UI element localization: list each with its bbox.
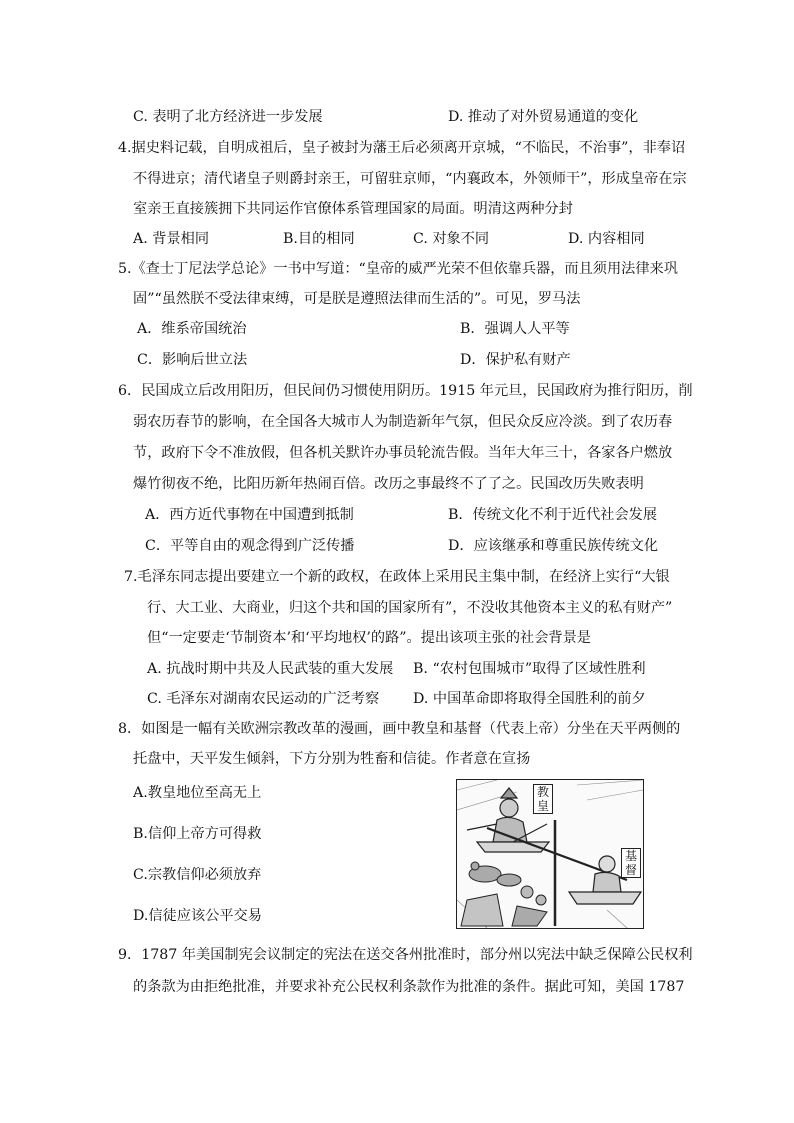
q6-stem-line-3: 节，政府下令不准放假，但各机关默许办事员轮流告假。当年大年三十，各家各户燃放 [133, 445, 673, 461]
q5-option-a: A．维系帝国统治 [137, 321, 247, 337]
animals-and-believers [461, 862, 547, 926]
q6-stem-line-2: 弱农历春节的影响，在全国各大城市人为制造新年气氛，但民众反应冷淡。到了农历春 [133, 414, 673, 430]
q4-option-d: D. 内容相同 [568, 231, 645, 247]
q5-option-b: B．强调人人平等 [460, 321, 570, 337]
q5-stem-line-1: 5.《查士丁尼法学总论》一书中写道：“皇帝的威严光荣不但依靠兵器，而且须用法律来巩 [118, 261, 678, 277]
christ-figure [593, 856, 621, 892]
q4-stem-line-1: 4.据史料记载，自明成祖后，皇子被封为藩王后必须离开京城，“不临民，不治事”，非奉诏 [118, 140, 686, 156]
q7-option-a: A. 抗战时期中共及人民武装的重大发展 [147, 661, 394, 677]
q3-option-d: D. 推动了对外贸易通道的变化 [448, 109, 639, 125]
q9-stem-line-2: 的条款为由拒绝批准，并要求补充公民权利条款作为批准的条件。据此可知，美国 1787 [133, 979, 685, 995]
q3-option-c: C. 表明了北方经济进一步发展 [133, 109, 323, 125]
right-scale-pan [569, 892, 641, 904]
q8-stem-line-2: 托盘中，天平发生倾斜，下方分别为牲畜和信徒。作者意在宣扬 [133, 751, 531, 767]
q6-stem-line-4: 爆竹彻夜不绝，比阳历新年热闹百倍。改历之事最终不了了之。民国改历失败表明 [133, 476, 644, 492]
cartoon-label-pope: 教皇 [533, 784, 553, 814]
q7-option-c: C. 毛泽东对湖南农民运动的广泛考察 [147, 691, 380, 707]
pope-figure [467, 788, 527, 842]
q6-option-a: A．西方近代事物在中国遭到抵制 [145, 507, 354, 523]
q4-stem-line-2: 不得进京；清代诸皇子则爵封亲王，可留驻京师，“内襄政本，外领师干”，形成皇帝在宗 [133, 171, 687, 187]
q5-stem-line-2: 固”“虽然朕不受法律束缚，可是朕是遵照法律而生活的”。可见，罗马法 [133, 291, 581, 307]
q7-stem-line-3: 但“一定要走‘节制资本’和‘平均地权’的路”。提出该项主张的社会背景是 [147, 630, 591, 646]
q6-option-c: C．平等自由的观念得到广泛传播 [145, 538, 355, 554]
q5-option-d: D．保护私有财产 [460, 352, 571, 368]
q5-option-c: C．影响后世立法 [137, 352, 248, 368]
q9-stem-line-1: 9．1787 年美国制宪会议制定的宪法在送交各州批准时，部分州以宪法中缺乏保障公民权利 [118, 947, 693, 963]
q8-stem-line-1: 8．如图是一幅有关欧洲宗教改革的漫画，画中教皇和基督（代表上帝）分坐在天平两侧的 [118, 721, 681, 737]
q4-stem-line-3: 室亲王直接簇拥下共同运作官僚体系管理国家的局面。明清这两种分封 [133, 201, 573, 217]
q4-option-c: C. 对象不同 [413, 231, 490, 247]
q8-option-b: B.信仰上帝方可得救 [133, 826, 262, 842]
q6-option-b: B．传统文化不利于近代社会发展 [448, 507, 658, 523]
q7-stem-line-2: 行、大工业、大商业，归这个共和国的国家所有”，不没收其他资本主义的私有财产” [147, 600, 673, 616]
q7-option-b: B. “农村包围城市”取得了区域性胜利 [413, 661, 646, 677]
q4-option-a: A. 背景相同 [133, 231, 210, 247]
q4-option-b: B.目的相同 [283, 231, 355, 247]
cartoon-label-christ: 基督 [621, 848, 641, 878]
reformation-cartoon [456, 779, 644, 929]
q6-stem-line-1: 6．民国成立后改用阳历，但民间仍习惯使用阴历。1915 年元旦，民国政府为推行阳历，削 [118, 383, 693, 399]
q7-stem-line-1: 7.毛泽东同志提出要建立一个新的政权，在政体上采用民主集中制，在经济上实行“大银 [124, 569, 670, 585]
q8-option-d: D.信徒应该公平交易 [133, 908, 262, 924]
q7-option-d: D. 中国革命即将取得全国胜利的前夕 [413, 691, 646, 707]
q8-option-c: C.宗教信仰必须放弃 [133, 867, 262, 883]
q8-option-a: A.教皇地位至高无上 [133, 785, 262, 801]
q6-option-d: D．应该继承和尊重民族传统文化 [448, 538, 659, 554]
